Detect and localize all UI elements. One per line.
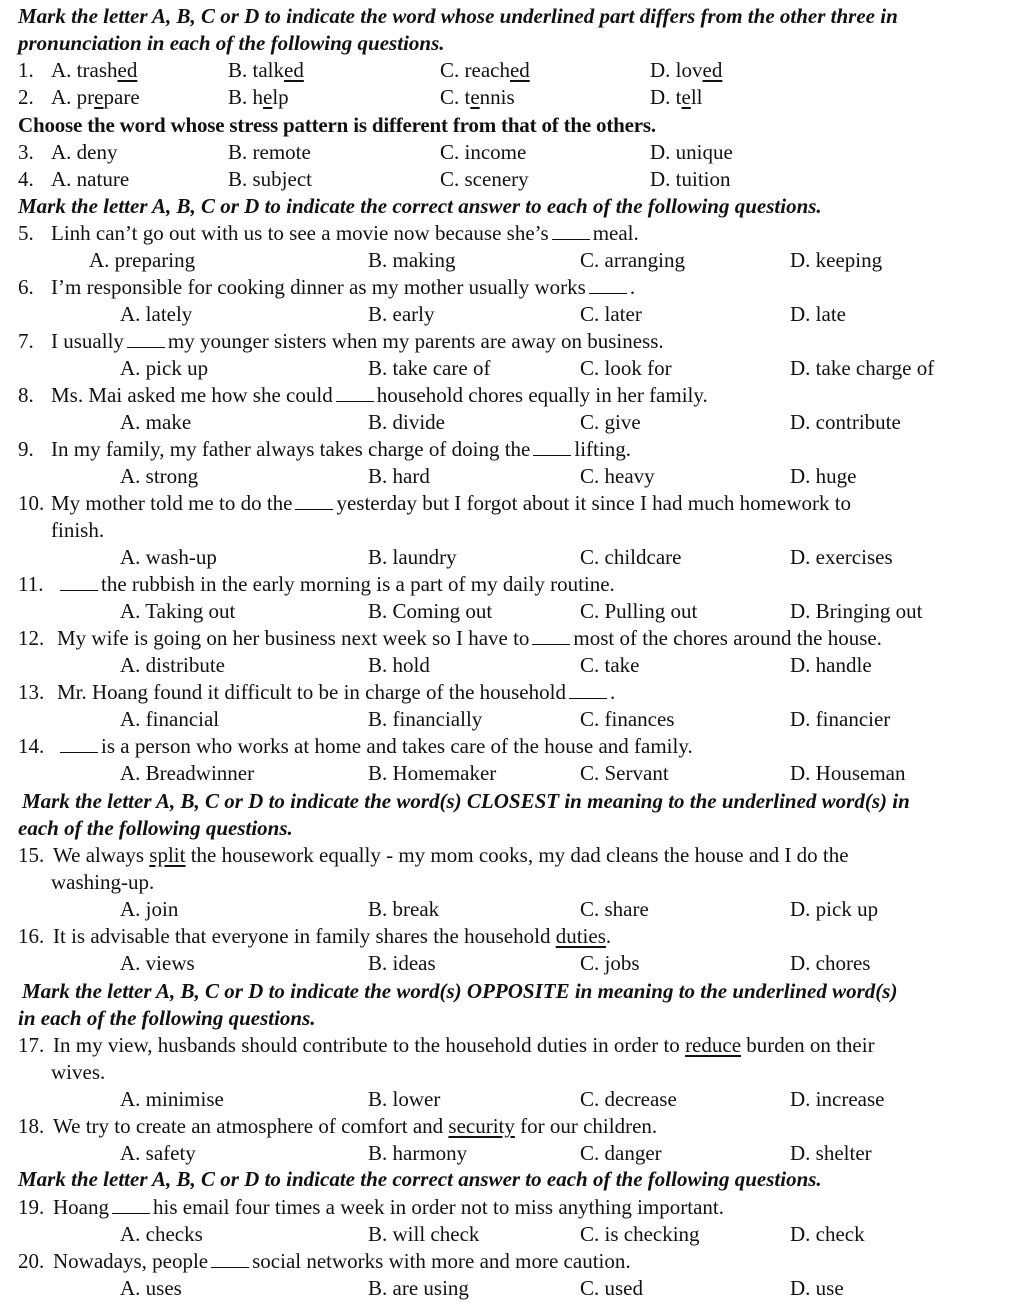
question-5-options: [0, 247, 1024, 274]
question-12-options: [0, 652, 1024, 679]
question-6: 6. I’m responsible for cooking dinner as my mother usually works .: [18, 275, 636, 299]
option-a[interactable]: A. uses: [120, 1276, 182, 1300]
option-b[interactable]: B. take care of: [368, 356, 491, 380]
question-17: 17. In my view, husbands should contribute to the household duties in order to reduce burden on their: [18, 1033, 875, 1057]
question-20-options: [0, 1275, 1024, 1302]
section1-instruction: Mark the letter A, B, C or D to indicate the word whose underlined part differs from the other three in: [18, 4, 898, 28]
option-a[interactable]: A. strong: [120, 464, 199, 488]
question-12: 12. My wife is going on her business next week so I have to most of the chores around the house.: [18, 626, 882, 650]
option-b[interactable]: B. making: [368, 248, 456, 272]
option-d[interactable]: D. exercises: [790, 545, 893, 569]
option-c[interactable]: C. finances: [580, 707, 675, 731]
option-c[interactable]: C. danger: [580, 1141, 662, 1165]
option-c[interactable]: C. take: [580, 653, 640, 677]
question-9: 9. In my family, my father always takes charge of doing the lifting.: [18, 437, 631, 461]
option-a[interactable]: A. safety: [120, 1141, 196, 1165]
question-8-options: [0, 409, 1024, 436]
underlined-word: reduce: [685, 1033, 742, 1057]
option-c[interactable]: C. give: [580, 410, 641, 434]
option-d[interactable]: D. late: [790, 302, 846, 326]
option-d[interactable]: D. check: [790, 1222, 865, 1246]
option-a[interactable]: A. prepare: [51, 85, 140, 109]
answer-blank[interactable]: [295, 492, 333, 510]
question-16-options: [0, 950, 1024, 977]
option-d[interactable]: D. pick up: [790, 897, 879, 921]
option-b[interactable]: B. will check: [368, 1222, 480, 1246]
option-b[interactable]: B. break: [368, 897, 440, 921]
section2-instruction: Choose the word whose stress pattern is different from that of the others.: [18, 113, 656, 137]
option-a[interactable]: A. views: [120, 951, 195, 975]
option-a[interactable]: A. nature: [51, 167, 130, 191]
answer-blank[interactable]: [589, 276, 627, 294]
option-c[interactable]: C. decrease: [580, 1087, 677, 1111]
option-a[interactable]: A. pick up: [120, 356, 209, 380]
question-10-options: [0, 544, 1024, 571]
question-15-cont: washing-up.: [51, 870, 155, 894]
option-b[interactable]: B. laundry: [368, 545, 457, 569]
option-a[interactable]: A. deny: [51, 140, 118, 164]
section4-instruction-cont: each of the following questions.: [18, 816, 293, 840]
answer-blank[interactable]: [60, 573, 98, 591]
option-c[interactable]: C. later: [580, 302, 642, 326]
underlined-word: duties: [555, 924, 606, 948]
underlined-word: security: [448, 1114, 515, 1138]
option-b[interactable]: B. remote: [228, 140, 311, 164]
option-a[interactable]: A. checks: [120, 1222, 203, 1246]
answer-blank[interactable]: [569, 681, 607, 699]
option-d[interactable]: D. Bringing out: [790, 599, 923, 623]
option-d[interactable]: D. increase: [790, 1087, 885, 1111]
option-c[interactable]: C. is checking: [580, 1222, 700, 1246]
option-b[interactable]: B. hard: [368, 464, 430, 488]
question-7-options: [0, 355, 1024, 382]
answer-blank[interactable]: [336, 384, 374, 402]
option-a[interactable]: A. financial: [120, 707, 220, 731]
option-a[interactable]: A. make: [120, 410, 192, 434]
option-b[interactable]: B. hold: [368, 653, 430, 677]
option-b[interactable]: B. are using: [368, 1276, 469, 1300]
option-c[interactable]: C. jobs: [580, 951, 640, 975]
option-c[interactable]: C. scenery: [440, 167, 529, 191]
option-d[interactable]: D. keeping: [790, 248, 883, 272]
option-d[interactable]: D. handle: [790, 653, 872, 677]
option-d[interactable]: D. Houseman: [790, 761, 906, 785]
option-b[interactable]: B. subject: [228, 167, 312, 191]
option-b[interactable]: B. help: [228, 85, 289, 109]
option-d[interactable]: D. take charge of: [790, 356, 935, 380]
answer-blank[interactable]: [552, 222, 590, 240]
question-4: 4. A. nature B. subject C. scenery D. tuition: [18, 167, 731, 191]
option-d[interactable]: D. chores: [790, 951, 871, 975]
question-17-options: [0, 1086, 1024, 1113]
option-c[interactable]: C. arranging: [580, 248, 685, 272]
section5-instruction: Mark the letter A, B, C or D to indicate the word(s) OPPOSITE in meaning to the underlined word(s): [22, 979, 898, 1003]
answer-blank[interactable]: [112, 1196, 150, 1214]
option-c[interactable]: C. look for: [580, 356, 672, 380]
question-8: 8. Ms. Mai asked me how she could household chores equally in her family.: [18, 383, 708, 407]
section1-instruction-cont: pronunciation in each of the following questions.: [18, 31, 445, 55]
option-b[interactable]: B. ideas: [368, 951, 436, 975]
section5-instruction-cont: in each of the following questions.: [18, 1006, 316, 1030]
question-6-options: [0, 301, 1024, 328]
question-18: 18. We try to create an atmosphere of comfort and security for our children.: [18, 1114, 658, 1138]
section4-instruction: Mark the letter A, B, C or D to indicate the word(s) CLOSEST in meaning to the underlined word(s) in: [22, 789, 910, 813]
option-d[interactable]: D. contribute: [790, 410, 901, 434]
question-9-options: [0, 463, 1024, 490]
option-d[interactable]: D. use: [790, 1276, 844, 1300]
question-3: 3. A. deny B. remote C. income D. unique: [18, 140, 733, 164]
option-b[interactable]: B. talked: [228, 58, 304, 82]
question-10-cont: finish.: [51, 518, 105, 542]
question-10: 10. My mother told me to do the yesterday but I forgot about it since I had much homework to: [18, 491, 852, 515]
option-b[interactable]: B. Homemaker: [368, 761, 497, 785]
question-7: 7. I usually my younger sisters when my parents are away on business.: [18, 329, 664, 353]
question-14: 14. is a person who works at home and takes care of the house and family.: [18, 734, 693, 758]
question-13-options: [0, 706, 1024, 733]
option-a[interactable]: A. Taking out: [120, 599, 236, 623]
option-d[interactable]: D. huge: [790, 464, 857, 488]
question-11-options: [0, 598, 1024, 625]
question-5: 5. Linh can’t go out with us to see a movie now because she’s meal.: [18, 221, 639, 245]
option-b[interactable]: B. Coming out: [368, 599, 493, 623]
option-c[interactable]: C. reached: [440, 58, 530, 82]
question-20: 20. Nowadays, people social networks with more and more caution.: [18, 1249, 631, 1273]
option-d[interactable]: D. loved: [650, 58, 723, 82]
option-d[interactable]: D. unique: [650, 140, 733, 164]
answer-blank[interactable]: [533, 438, 571, 456]
section3-instruction: Mark the letter A, B, C or D to indicate the correct answer to each of the following questions.: [18, 194, 822, 218]
question-19-options: [0, 1221, 1024, 1248]
question-1: 1. A. trashed B. talked C. reached D. loved: [18, 58, 723, 82]
answer-blank[interactable]: [211, 1250, 249, 1268]
option-b[interactable]: B. early: [368, 302, 435, 326]
question-18-options: [0, 1140, 1024, 1167]
option-c[interactable]: C. income: [440, 140, 527, 164]
option-b[interactable]: B. financially: [368, 707, 483, 731]
option-c[interactable]: C. Pulling out: [580, 599, 698, 623]
option-d[interactable]: D. tuition: [650, 167, 731, 191]
question-15-options: [0, 896, 1024, 923]
option-b[interactable]: B. lower: [368, 1087, 441, 1111]
option-c[interactable]: C. heavy: [580, 464, 655, 488]
underlined-word: split: [149, 843, 186, 867]
option-d[interactable]: D. financier: [790, 707, 891, 731]
option-a[interactable]: A. wash-up: [120, 545, 217, 569]
option-c[interactable]: C. share: [580, 897, 649, 921]
option-c[interactable]: C. Servant: [580, 761, 669, 785]
option-d[interactable]: D. shelter: [790, 1141, 872, 1165]
section6-instruction: Mark the letter A, B, C or D to indicate the correct answer to each of the following questions.: [18, 1167, 822, 1191]
option-a[interactable]: A. Breadwinner: [120, 761, 255, 785]
option-b[interactable]: B. harmony: [368, 1141, 468, 1165]
question-2: 2. A. prepare B. help C. tennis D. tell: [18, 85, 703, 109]
question-14-options: [0, 760, 1024, 787]
option-a[interactable]: A. preparing: [89, 248, 196, 272]
question-16: 16. It is advisable that everyone in family shares the household duties.: [18, 924, 612, 948]
answer-blank[interactable]: [127, 330, 165, 348]
option-c[interactable]: C. used: [580, 1276, 643, 1300]
option-a[interactable]: A. trashed: [51, 58, 138, 82]
question-13: 13. Mr. Hoang found it difficult to be in charge of the household .: [18, 680, 616, 704]
question-11: 11. the rubbish in the early morning is a part of my daily routine.: [18, 572, 615, 596]
option-a[interactable]: A. lately: [120, 302, 193, 326]
option-a[interactable]: A. join: [120, 897, 179, 921]
option-a[interactable]: A. distribute: [120, 653, 225, 677]
question-17-cont: wives.: [51, 1060, 106, 1084]
answer-blank[interactable]: [60, 735, 98, 753]
answer-blank[interactable]: [532, 627, 570, 645]
option-d[interactable]: D. tell: [650, 85, 703, 109]
option-b[interactable]: B. divide: [368, 410, 445, 434]
option-c[interactable]: C. tennis: [440, 85, 515, 109]
question-15: 15. We always split the housework equally - my mom cooks, my dad cleans the house and I do the: [18, 843, 849, 867]
option-c[interactable]: C. childcare: [580, 545, 682, 569]
question-19: 19. Hoang his email four times a week in order not to miss anything important.: [18, 1195, 724, 1219]
option-a[interactable]: A. minimise: [120, 1087, 224, 1111]
